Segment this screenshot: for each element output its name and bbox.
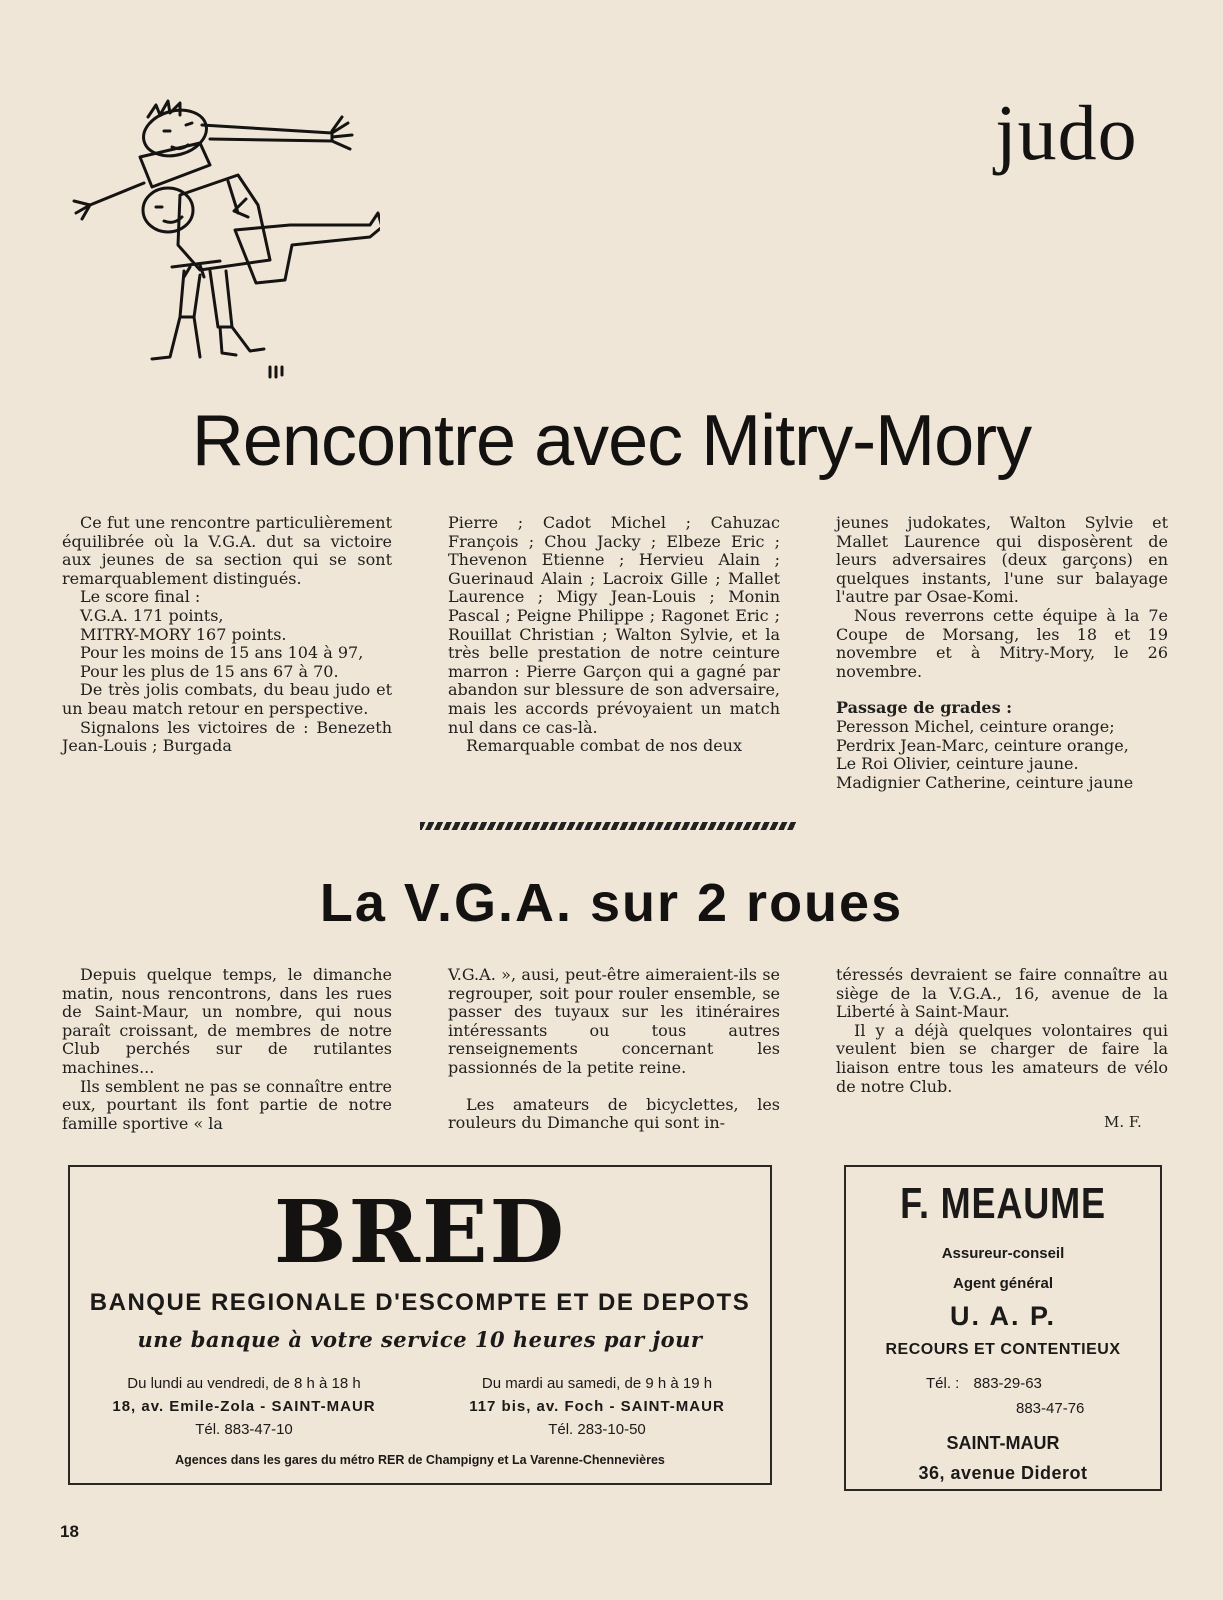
grades-heading: Passage de grades : bbox=[836, 698, 1013, 718]
ad-meaume-city: SAINT-MAUR bbox=[946, 1433, 1060, 1453]
paragraph: Ils semblent ne pas se connaître entre eux, pourtant ils font partie de notre famille sportive « la bbox=[62, 1076, 392, 1133]
ad-bred-slogan: une banque à votre service 10 heures par jour bbox=[137, 1327, 703, 1352]
article-title-mitry-mory: Rencontre avec Mitry-Mory bbox=[191, 401, 1032, 481]
ad-meaume-company: U. A. P. bbox=[949, 1301, 1057, 1331]
paragraph: téressés devraient se faire connaître au siège de la V.G.A., 16, avenue de la Liberté à Saint-Maur. bbox=[836, 965, 1168, 1022]
paragraph: De très jolis combats, du beau judo et un beau match retour en perspective. bbox=[62, 680, 392, 718]
paragraph: Pour les moins de 15 ans 104 à 97, bbox=[80, 643, 364, 663]
ad-bred-name: BRED bbox=[273, 1182, 567, 1283]
paragraph: V.G.A. », ausi, peut-être aimeraient-ils se regrouper, soit pour rouler ensemble, se passer des tuyaux sur les itinéraires intéressants ou tous autres renseignements concernant les passionnés de la petite reine. bbox=[448, 965, 780, 1077]
agency-address: 117 bis, av. Foch - SAINT-MAUR bbox=[469, 1398, 725, 1415]
agency-phone: Tél. 283-10-50 bbox=[548, 1421, 646, 1438]
signature: M. F. bbox=[1104, 1113, 1142, 1131]
paragraph: Pour les plus de 15 ans 67 à 70. bbox=[80, 661, 339, 681]
ad-meaume-service: RECOURS ET CONTENTIEUX bbox=[885, 1341, 1121, 1358]
article1-column-3 bbox=[836, 514, 1168, 792]
paragraph: Le score final : bbox=[80, 587, 201, 607]
paragraph: Les amateurs de bicyclettes, les rouleurs du Dimanche qui sont in- bbox=[448, 1094, 780, 1133]
grade-line: Le Roi Olivier, ceinture jaune. bbox=[836, 754, 1079, 774]
paragraph: jeunes judokates, Walton Sylvie et Mallet Laurence qui disposèrent de leurs adversaires (deux garçons) en quelques instants, l'une sur balayage l'autre par Osae-Komi. bbox=[836, 513, 1168, 607]
ad-bred bbox=[68, 1165, 772, 1485]
ad-bred-agency-2 bbox=[432, 1372, 762, 1441]
grade-line: Perdrix Jean-Marc, ceinture orange, bbox=[836, 735, 1129, 755]
ad-bred-full-name: BANQUE REGIONALE D'ESCOMPTE ET DE DEPOTS bbox=[89, 1289, 751, 1316]
article-title-vga-roues: La V.G.A. sur 2 roues bbox=[319, 873, 904, 933]
article1-column-1 bbox=[62, 514, 392, 756]
ad-meaume-address: 36, avenue Diderot bbox=[918, 1463, 1088, 1483]
grade-line: Madignier Catherine, ceinture jaune bbox=[836, 772, 1134, 792]
agency-hours: Du mardi au samedi, de 9 h à 19 h bbox=[481, 1375, 713, 1392]
phone-number: 883-29-63 bbox=[973, 1375, 1042, 1392]
ad-meaume-phone-1 bbox=[926, 1375, 1042, 1392]
agency-hours: Du lundi au vendredi, de 8 h à 18 h bbox=[127, 1375, 361, 1392]
ad-meaume-phone-2: 883-47-76 bbox=[1016, 1400, 1085, 1417]
paragraph: Depuis quelque temps, le dimanche matin, nous rencontrons, dans les rues de Saint-Maur, un nombre, qui nous paraît croissant, de membres de notre Club perchés sur de rutilantes machines... bbox=[62, 965, 392, 1077]
agency-phone: Tél. 883-47-10 bbox=[195, 1421, 293, 1438]
paragraph: Signalons les victoires de : Benezeth Jean-Louis ; Burgada bbox=[62, 717, 392, 756]
ad-meaume-agent: Agent général bbox=[952, 1275, 1054, 1292]
paragraph: Nous reverrons cette équipe à la 7e Coupe de Morsang, les 18 et 19 novembre et à Mitry-Mory, le 26 novembre. bbox=[836, 605, 1168, 681]
page-number: 18 bbox=[60, 1522, 79, 1541]
judo-throw-illustration-icon bbox=[60, 95, 380, 385]
phone-label: Tél. : bbox=[926, 1375, 960, 1392]
ad-bred-footer: Agences dans les gares du métro RER de Champigny et La Varenne-Chennevières bbox=[175, 1453, 665, 1467]
paragraph: Pierre ; Cadot Michel ; Cahuzac François ; Chou Jacky ; Elbeze Eric ; Thevenon Etienne ; Hervieu Alain ; Guerinaud Alain ; Lacroix Gille ; Mallet Laurence ; Migy Jean-Louis ; Monin Pascal ; Peigne Philippe ; Ragonet Eric ; Rouillat Christian ; Walton Sylvie, et la très belle prestation de notre ceinture marron : Pierre Garçon qui a gagné par abandon sur blessure de son adversaire, mais les accords prévoyaient un match nul dans ce cas-là. bbox=[448, 513, 780, 737]
ad-meaume-name: F. MEAUME bbox=[900, 1179, 1106, 1228]
paragraph: Ce fut une rencontre particulièrement équilibrée où la V.G.A. dut sa victoire aux jeunes de sa section qui se sont remarquablement distingués. bbox=[62, 513, 392, 588]
paragraph: V.G.A. 171 points, bbox=[80, 605, 224, 625]
paragraph: Remarquable combat de nos deux bbox=[466, 736, 743, 756]
paragraph: MITRY-MORY 167 points. bbox=[80, 624, 287, 644]
agency-address: 18, av. Emile-Zola - SAINT-MAUR bbox=[112, 1398, 376, 1415]
article2-column-2 bbox=[448, 966, 780, 1133]
grade-line: Peresson Michel, ceinture orange; bbox=[836, 716, 1115, 736]
article2-column-1 bbox=[62, 966, 392, 1133]
paragraph: Il y a déjà quelques volontaires qui veulent bien se charger de faire la liaison entre tous les amateurs de vélo de notre Club. bbox=[836, 1020, 1168, 1096]
section-label: judo bbox=[995, 89, 1138, 176]
article1-column-2 bbox=[448, 514, 780, 756]
ad-meaume-role: Assureur-conseil bbox=[941, 1245, 1065, 1262]
divider bbox=[420, 822, 796, 830]
ad-bred-agency-1 bbox=[84, 1372, 404, 1441]
article2-column-3 bbox=[836, 966, 1168, 1096]
ad-meaume bbox=[844, 1165, 1162, 1491]
